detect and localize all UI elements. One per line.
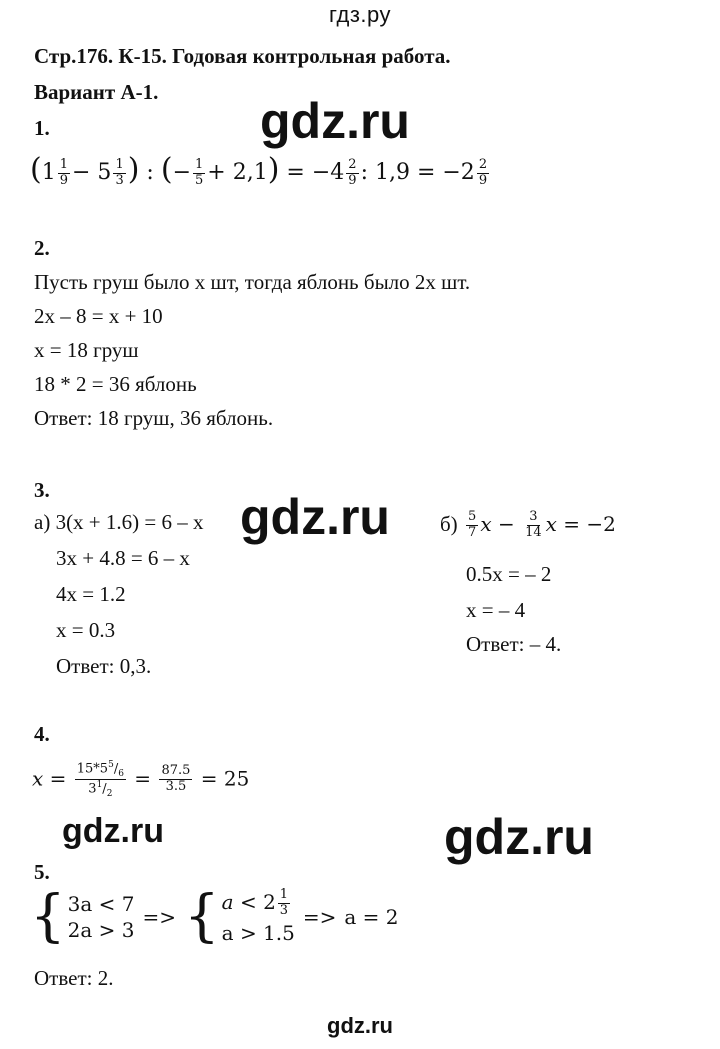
implies-arrow: => xyxy=(302,905,337,930)
sys2-line-1: a < 2 $\frac{1}{3}$ xyxy=(221,887,289,918)
task3a-answer: Ответ: 0,3. xyxy=(56,654,152,678)
watermark-2: gdz.ru xyxy=(240,489,390,545)
left-brace-icon: { xyxy=(30,884,66,950)
task5-answer: Ответ: 2. xyxy=(34,966,114,990)
task2-number: 2. xyxy=(34,236,50,260)
task5-number: 5. xyxy=(34,860,50,884)
task3b-answer: Ответ: – 4. xyxy=(466,632,562,656)
task3b-line: 0.5х = – 2 xyxy=(466,562,552,586)
watermark-3: gdz.ru xyxy=(62,812,164,850)
task4-number: 4. xyxy=(34,722,50,746)
implies-arrow: => xyxy=(142,905,177,930)
task3a-line: 4х = 1.2 xyxy=(56,582,126,606)
sys1-line: 3a < 7 xyxy=(67,892,135,917)
task2-line: Пусть груш было х шт, тогда яблонь было 2х шт. xyxy=(34,270,471,294)
sys2-line: a > 1.5 xyxy=(221,920,295,945)
page-title: Стр.176. К-15. Годовая контрольная работа. xyxy=(34,44,451,68)
task3b-prefix: б) xyxy=(440,511,458,536)
watermark-4: gdz.ru xyxy=(444,809,594,865)
site-footer: gdz.ru xyxy=(327,1013,393,1038)
task1-number: 1. xyxy=(34,116,50,140)
sys1-line: 2a > 3 xyxy=(67,918,135,943)
task5-system xyxy=(30,884,399,950)
task5-result: a = 2 xyxy=(344,905,399,930)
left-brace-icon: { xyxy=(184,884,220,950)
task3a-line: а) 3(х + 1.6) = 6 – х xyxy=(34,510,204,534)
task3a-line: 3х + 4.8 = 6 – х xyxy=(56,546,190,570)
task3b-equation: б) $\frac{5}{7}$ x − $\frac{3}{14}$ x = −2 xyxy=(440,509,616,540)
task1-expression: (1 $\frac{1}{9}$ − 5 $\frac{1}{3}$ ) : (− $\frac{1}{5}$ + 2,1) = −4 $\frac{2}{9}$ : 1,9 = −2 $\frac{2}{9}$ xyxy=(30,152,488,188)
watermark-1: gdz.ru xyxy=(260,93,410,149)
task3-number: 3. xyxy=(34,478,50,502)
task4-expression: x = $\frac{15*5^5/_6}{3^1/_2}$ = $\frac{87.5}{3.5}$ = 25 xyxy=(32,760,250,800)
task2-line: х = 18 груш xyxy=(34,338,139,362)
task2-line: 18 * 2 = 36 яблонь xyxy=(34,372,197,396)
task3b-line: х = – 4 xyxy=(466,598,526,622)
task2-line: 2х – 8 = х + 10 xyxy=(34,304,163,328)
task2-answer: Ответ: 18 груш, 36 яблонь. xyxy=(34,406,274,430)
site-header: гдз.ру xyxy=(328,2,392,27)
variant-label: Вариант А-1. xyxy=(34,80,159,104)
task3a-line: х = 0.3 xyxy=(56,618,116,642)
